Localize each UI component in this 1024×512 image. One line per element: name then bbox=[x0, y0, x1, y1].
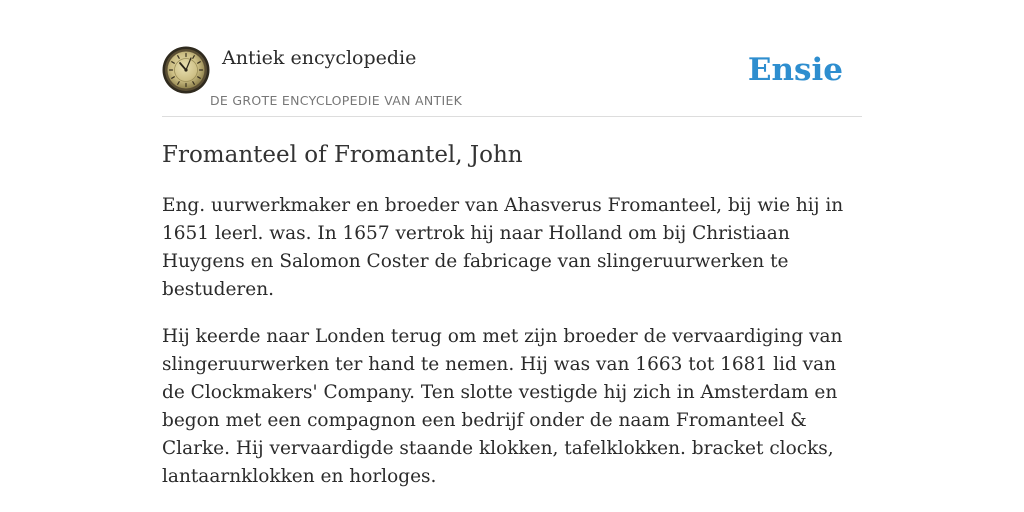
article-paragraph: Eng. uurwerkmaker en broeder van Ahasverus Fromanteel, bij wie hij in 1651 leerl. was. In 1657 vertrok hij naar Holland om bij Christiaan Huygens en Salomon Coster de fabricage van slingeruurwerken te bestuderen. bbox=[162, 195, 844, 300]
site-subtitle: DE GROTE ENCYCLOPEDIE VAN ANTIEK bbox=[210, 93, 463, 108]
clock-icon[interactable] bbox=[162, 46, 210, 94]
site-header bbox=[162, 0, 862, 117]
site-title[interactable]: Antiek encyclopedie bbox=[222, 47, 417, 69]
article-paragraph: Hij keerde naar Londen terug om met zijn broeder de vervaardiging van slingeruurwerken ter hand te nemen. Hij was van 1663 tot 1681 lid van de Clockmakers' Company. Ten slotte vestigde hij zich in Amsterdam en begon met een compagnon een bedrijf onder de naam Fromanteel & Clarke. Hij vervaardigde staande klokken, tafelklokken. bracket clocks, lantaarnklokken en horloges. bbox=[162, 326, 843, 487]
page-title: Fromanteel of Fromantel, John bbox=[162, 142, 523, 168]
article-body bbox=[162, 192, 862, 510]
page-container bbox=[162, 0, 862, 512]
brand-logo-link[interactable]: Ensie bbox=[747, 52, 843, 88]
